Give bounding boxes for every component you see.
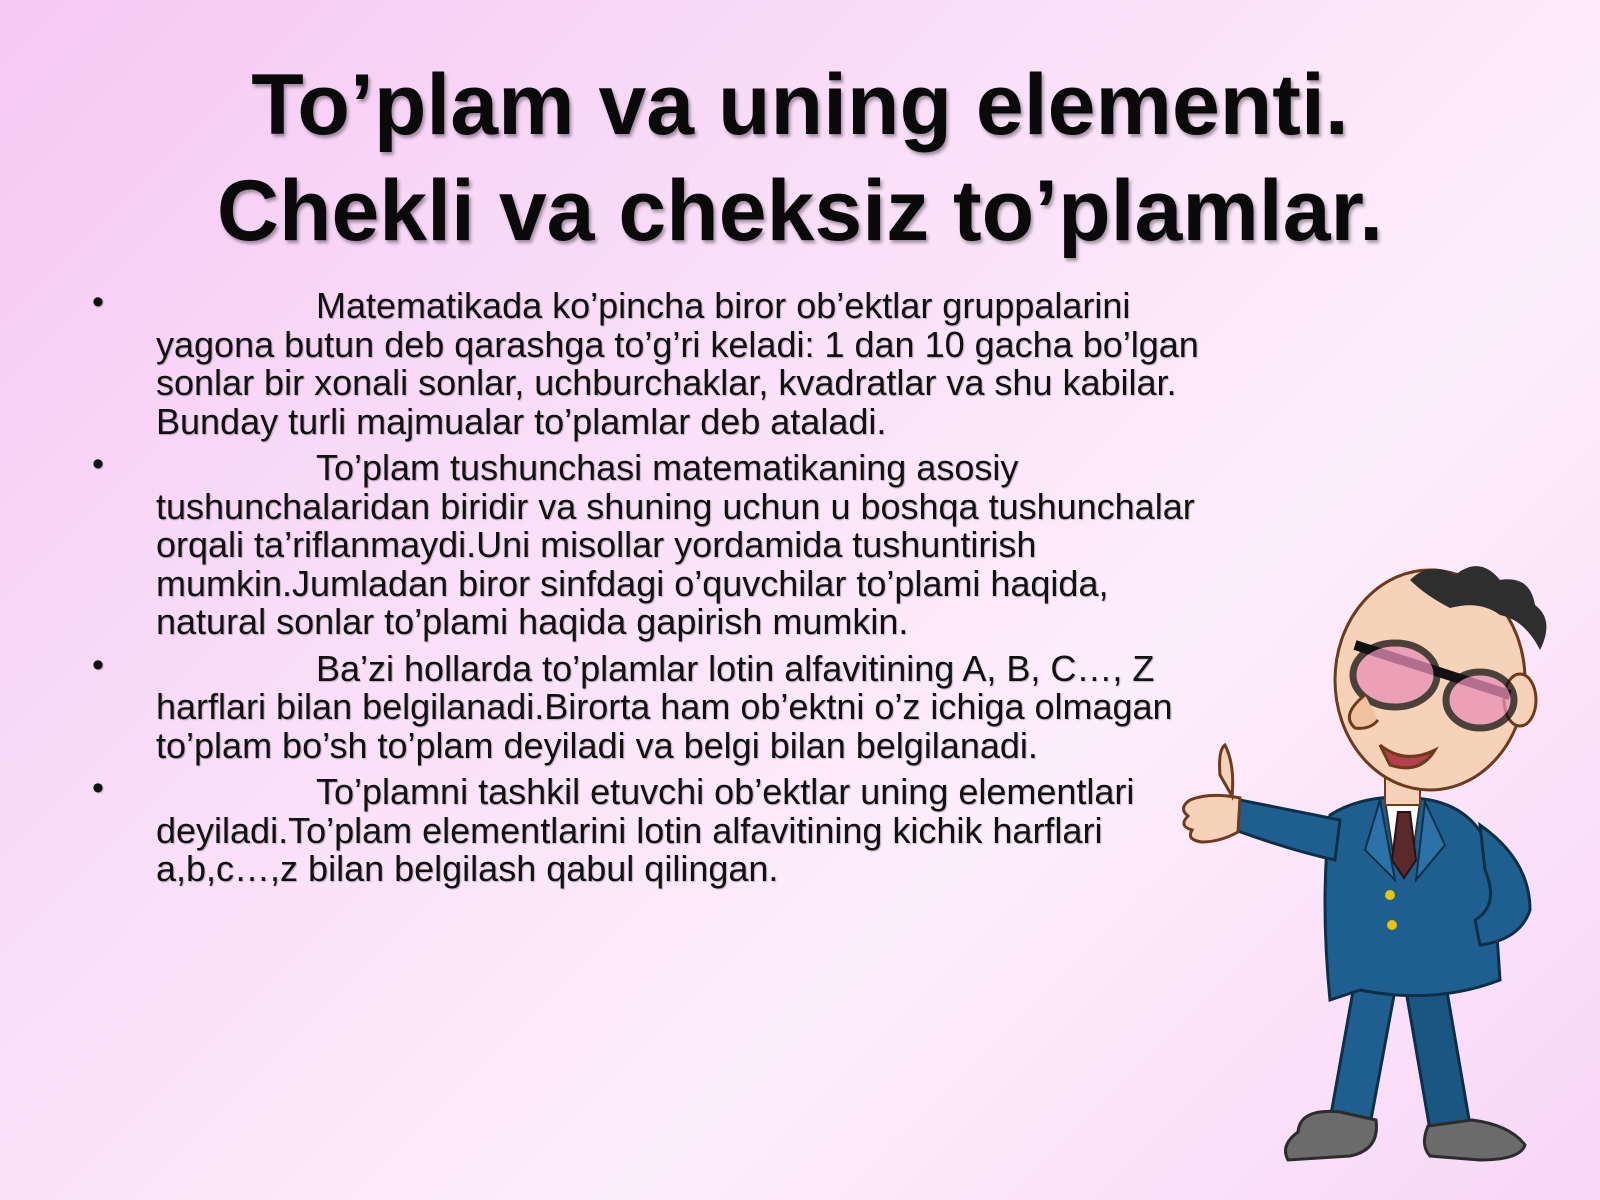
slide-title [100, 52, 1500, 264]
bullet-item-3 [88, 645, 1218, 766]
bullet-item-4 [88, 769, 1218, 889]
title-line-1: To’plam va uning elementi. [251, 57, 1349, 153]
title-line-2: Chekli va cheksiz to’plamlar. [216, 163, 1384, 259]
bullet-marker: • [92, 283, 104, 321]
bullet-text: To’plam tushunchasi matematikaning asosiy tushunchalaridan biridir va shuning uchun u boshqa tushunchalar orqali ta’riflanmaydi.Uni misollar yordamida tushuntirish mumkin.Jumladan biror sinfdagi o’quvchilar to’plami haqida, natural sonlar to’plami haqida gapirish mumkin. [156, 447, 1195, 642]
bullet-item-2 [88, 445, 1218, 642]
bullet-marker: • [92, 769, 104, 807]
bullet-list [88, 283, 1218, 897]
bullet-marker: • [92, 645, 104, 684]
bullet-text: To’plamni tashkil etuvchi ob’ektlar uning elementlari deyiladi.To’plam elementlarini lotin alfavitining kichik harflari a,b,c…,z bilan belgilash qabul qilingan. [156, 771, 1135, 889]
bullet-marker: • [92, 445, 104, 483]
bullet-item-1 [88, 283, 1218, 442]
cartoon-teacher-pointing-icon [1180, 560, 1600, 1200]
bullet-text: Matematikada ko’pincha biror ob’ektlar gruppalarini yagona butun deb qarashga to’g’ri keladi: 1 dan 10 gacha bo’lgan sonlar bir xonali sonlar, uchburchaklar, kvadratlar va shu kabilar. Bunday turli majmualar to’plamlar deb ataladi. [156, 285, 1199, 442]
bullet-text: Ba’zi hollarda to’plamlar lotin alfavitining A, B, C…, Z harflari bilan belgilanadi.Birorta ham ob’ektni o’z ichiga olmagan to’plam bo’sh to’plam deyiladi va belgi bilan belgilanadi. [156, 647, 1173, 766]
